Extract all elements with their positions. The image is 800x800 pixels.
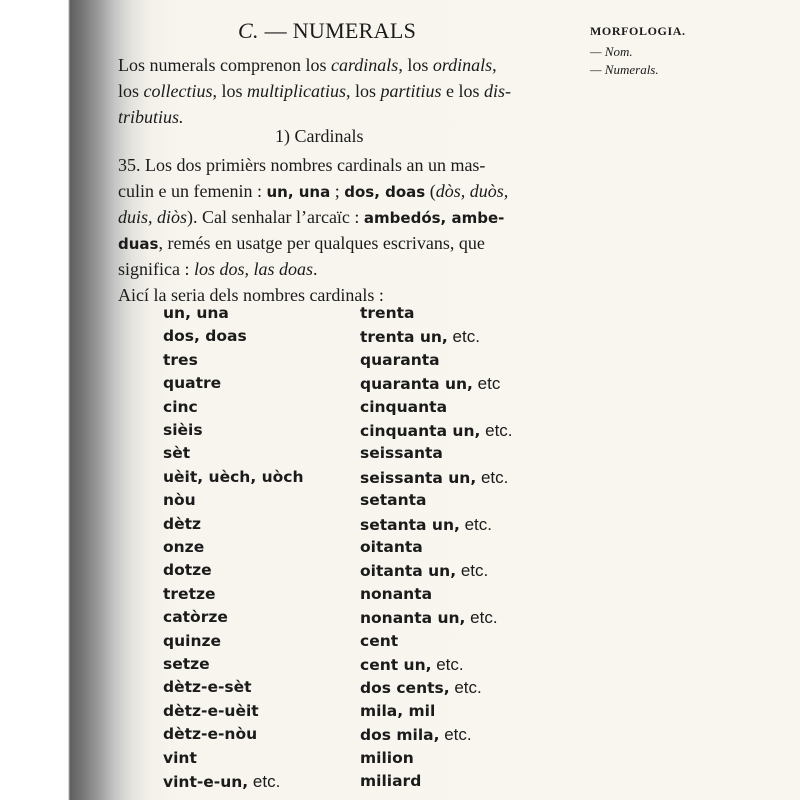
term-collectius: collectius [143, 81, 213, 101]
number-word: vint [163, 748, 197, 767]
paragraph-35-line-5 [118, 256, 318, 282]
cardinal-right-item [360, 304, 414, 322]
etc-suffix: etc. [248, 772, 281, 791]
text-run: Los numerals comprenon los [118, 55, 331, 75]
text-run: los [118, 81, 144, 101]
number-word: setanta [360, 491, 427, 510]
margin-item-numerals: — Numerals. [590, 62, 659, 77]
cardinal-right-item [360, 515, 492, 535]
term-partitius: partitius [380, 81, 442, 101]
intro-line-3 [118, 104, 184, 130]
number-word: dètz-e-uèit [163, 701, 259, 720]
cardinal-left-item [163, 327, 247, 345]
cardinal-right-item [360, 772, 421, 790]
cardinal-right-item [360, 491, 427, 509]
etc-suffix: etc. [439, 725, 472, 745]
cardinal-right-item [360, 655, 464, 675]
text-run: significa : [118, 259, 194, 279]
number-word: uèit, uèch, uòch [163, 467, 304, 486]
cardinal-left-item [163, 608, 228, 626]
etc-suffix: etc. [449, 678, 482, 698]
bold-term: duas [118, 235, 159, 253]
term-distributius-start: dis- [484, 81, 512, 101]
italic-term: los dos, las doas [193, 259, 314, 279]
number-word: quaranta [360, 350, 440, 369]
number-word: dos cents, [360, 679, 450, 698]
margin-item-nom: — Nom. [590, 44, 633, 59]
term-distributius-end: tributius. [118, 107, 184, 127]
cardinal-right-item [360, 538, 423, 556]
text-run: , los [212, 81, 248, 101]
cardinal-right-item [360, 749, 414, 767]
cardinal-right-item [360, 585, 432, 603]
term-cardinals: cardinals [330, 55, 399, 75]
cardinal-right-item [360, 561, 488, 581]
cardinal-left-item [163, 491, 196, 509]
number-word: tres [163, 350, 198, 369]
section-title: 1) Cardinals [275, 126, 364, 146]
etc-suffix: etc. [465, 608, 498, 628]
cardinal-left-item [163, 749, 197, 767]
number-word: dètz-e-sèt [163, 678, 252, 697]
cardinal-right-item [360, 725, 472, 745]
cardinal-left-item [163, 351, 198, 369]
cardinal-right-item [360, 632, 398, 650]
number-word: trenta un, [360, 328, 448, 347]
heading-text: — NUMERALS [264, 18, 417, 43]
italic-term: duis, diòs [118, 207, 188, 227]
chapter-heading [238, 18, 416, 44]
etc-suffix: etc. [459, 514, 492, 534]
number-word: cinc [163, 397, 198, 416]
number-word: nòu [163, 491, 196, 510]
number-word: onze [163, 538, 205, 556]
number-word: milion [360, 748, 414, 767]
number-word: dos, doas [163, 327, 247, 346]
paragraph-35-line-4 [118, 230, 485, 257]
cardinal-left-item [163, 538, 204, 556]
cardinal-right-item [360, 421, 513, 441]
number-word: nonanta [360, 584, 433, 603]
bold-term: ambedós, ambe- [363, 209, 505, 227]
number-word: cinquanta un, [360, 422, 481, 440]
cardinal-left-item [163, 374, 221, 392]
cardinal-right-item [360, 398, 447, 416]
text-run: , los [398, 55, 433, 75]
etc-suffix: etc. [456, 561, 489, 581]
etc-suffix: etc. [480, 421, 513, 440]
cardinal-right-item [360, 327, 480, 347]
number-word: tretze [163, 584, 216, 603]
cardinal-right-item [360, 608, 498, 628]
bold-term: dos, doas [344, 183, 426, 201]
cardinal-left-item [163, 444, 190, 462]
etc-suffix: etc. [447, 327, 480, 347]
cardinal-left-item [163, 561, 212, 579]
text-run: , [492, 55, 497, 75]
margin-title: MORFOLOGIA. [590, 24, 686, 38]
text-run: ). Cal senhalar l’arcaïc : [187, 207, 364, 227]
cardinal-left-item [163, 725, 257, 743]
number-word: un, una [163, 304, 229, 322]
etc-suffix: etc. [476, 467, 509, 487]
bold-term: un, una [266, 183, 331, 201]
number-word: cinquanta [360, 397, 448, 416]
text-run: e los [441, 81, 485, 101]
number-word: oitanta un, [360, 562, 457, 581]
text-run: , remés en usatge per qualques escrivans, que [158, 233, 485, 253]
cardinal-right-item [360, 678, 482, 698]
text-run: ( [425, 181, 436, 201]
number-word: seissanta [360, 444, 443, 463]
paragraph-35-line-2 [118, 178, 508, 205]
list-intro: Aicí la seria dels nombres cardinals : [118, 285, 384, 305]
cardinal-left-item [163, 468, 304, 486]
cardinal-left-item [163, 702, 259, 720]
heading-letter: C. [238, 18, 259, 43]
number-word: dètz-e-nòu [163, 725, 258, 744]
number-word: quinze [163, 631, 222, 650]
number-word: miliard [360, 772, 422, 790]
cardinal-left-item [163, 772, 280, 792]
paragraph-35-line-1: 35. Los dos primièrs nombres cardinals an un mas- [118, 155, 486, 175]
number-word: seissanta un, [360, 468, 477, 487]
intro-line-1 [118, 52, 497, 78]
cardinal-left-item [163, 304, 229, 322]
paragraph-35-line-3 [118, 204, 504, 231]
cardinal-left-item [163, 655, 210, 673]
cardinal-left-item [163, 421, 203, 439]
number-word: oitanta [360, 538, 423, 556]
text-run: . [313, 259, 318, 279]
number-word: vint-e-un, [163, 773, 249, 791]
number-word: catòrze [163, 608, 228, 627]
cardinal-right-item [360, 702, 435, 720]
cardinal-left-item [163, 632, 221, 650]
cardinal-left-item [163, 398, 198, 416]
number-word: setze [163, 655, 210, 673]
term-multiplicatius: multiplicatius [247, 81, 347, 101]
number-word: trenta [360, 304, 415, 322]
number-word: dètz [163, 514, 202, 533]
intro-line-2 [118, 78, 511, 104]
text-run: , los [346, 81, 381, 101]
number-word: cent [360, 631, 399, 650]
cardinal-right-item [360, 351, 440, 369]
italic-term: dòs, duòs, [435, 181, 509, 201]
number-word: setanta un, [360, 515, 460, 534]
number-word: sièis [163, 421, 203, 439]
etc-suffix: etc [472, 374, 501, 394]
cardinal-right-item [360, 468, 508, 488]
cardinal-left-item [163, 585, 216, 603]
cardinal-right-item [360, 374, 500, 394]
number-word: dos mila, [360, 726, 440, 745]
text-run: culin e un femenin : [118, 181, 267, 201]
term-ordinals: ordinals [432, 55, 493, 75]
etc-suffix: etc. [431, 655, 464, 674]
number-word: cent un, [360, 656, 432, 674]
number-word: mila, mil [360, 701, 436, 720]
cardinal-left-item [163, 678, 252, 696]
cardinal-left-item [163, 515, 201, 533]
number-word: quaranta un, [360, 375, 473, 394]
number-word: dotze [163, 561, 212, 580]
number-word: quatre [163, 374, 222, 393]
cardinal-right-item [360, 444, 443, 462]
number-word: sèt [163, 444, 191, 463]
number-word: nonanta un, [360, 609, 466, 628]
text-run: ; [330, 181, 345, 201]
